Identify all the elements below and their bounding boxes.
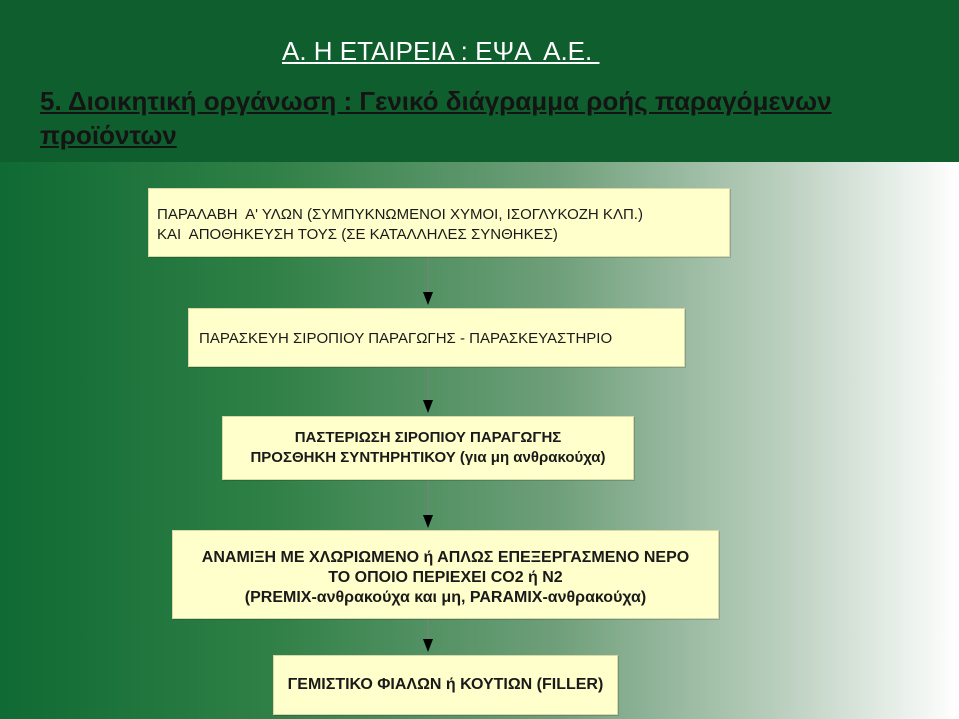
page-title: Α. Η ΕΤΑΙΡΕΙΑ : ΕΨΑ Α.Ε. [282, 36, 600, 66]
step-text-line: ΑΝΑΜΙΞΗ ΜΕ ΧΛΩΡΙΩΜΕΝΟ ή ΑΠΛΩΣ ΕΠΕΞΕΡΓΑΣΜΕΝΟ ΝΕΡΟ [201, 549, 690, 566]
connector-1-2 [423, 257, 433, 305]
flow-step-pasteurization [222, 416, 634, 480]
arrow-down-icon [423, 292, 433, 305]
step-text-line: (PREMIX-ανθρακούχα και μη, PARAMIX-ανθρακούχα) [244, 589, 647, 606]
arrow-down-icon [423, 639, 433, 652]
step-text-line: ΠΡΟΣΘΗΚΗ ΣΥΝΤΗΡΗΤΙΚΟΥ (για μη ανθρακούχα) [250, 449, 606, 466]
step-text-line: ΠΑΣΤΕΡΙΩΣΗ ΣΙΡΟΠΙΟΥ ΠΑΡΑΓΩΓΗΣ [294, 429, 562, 446]
flow-step-filler [273, 655, 618, 715]
step-text-line: ΠΑΡΑΣΚΕΥΗ ΣΙΡΟΠΙΟΥ ΠΑΡΑΓΩΓΗΣ - ΠΑΡΑΣΚΕΥΑΣΤΗΡΙΟ [199, 330, 613, 347]
page-subtitle: 5. Διοικητική οργάνωση : Γενικό διάγραμμα ροής παραγόμενων προϊόντων [40, 86, 832, 150]
step-text-line: ΚΑΙ ΑΠΟΘΗΚΕΥΣΗ ΤΟΥΣ (ΣΕ ΚΑΤΑΛΛΗΛΕΣ ΣΥΝΘΗΚΕΣ) [157, 226, 558, 243]
flow-step-mixing [172, 530, 719, 619]
connector-3-4 [423, 480, 433, 528]
step-text-line: ΤΟ ΟΠΟΙΟ ΠΕΡΙΕΧΕΙ CO2 ή Ν2 [328, 569, 563, 586]
step-text-line: ΓΕΜΙΣΤΙΚΟ ΦΙΑΛΩΝ ή ΚΟΥΤΙΩΝ (FILLER) [287, 676, 604, 693]
connector-2-3 [423, 367, 433, 413]
flow-step-raw-material-receipt [148, 188, 730, 257]
connector-4-5 [423, 619, 433, 652]
arrow-down-icon [423, 400, 433, 413]
step-text-line: ΠΑΡΑΛΑΒΗ Α' ΥΛΩΝ (ΣΥΜΠΥΚΝΩΜΕΝΟΙ ΧΥΜΟΙ, ΙΣΟΓΛΥΚΟΖΗ ΚΛΠ.) [157, 206, 643, 223]
flow-step-syrup-preparation [188, 308, 685, 367]
arrow-down-icon [423, 515, 433, 528]
